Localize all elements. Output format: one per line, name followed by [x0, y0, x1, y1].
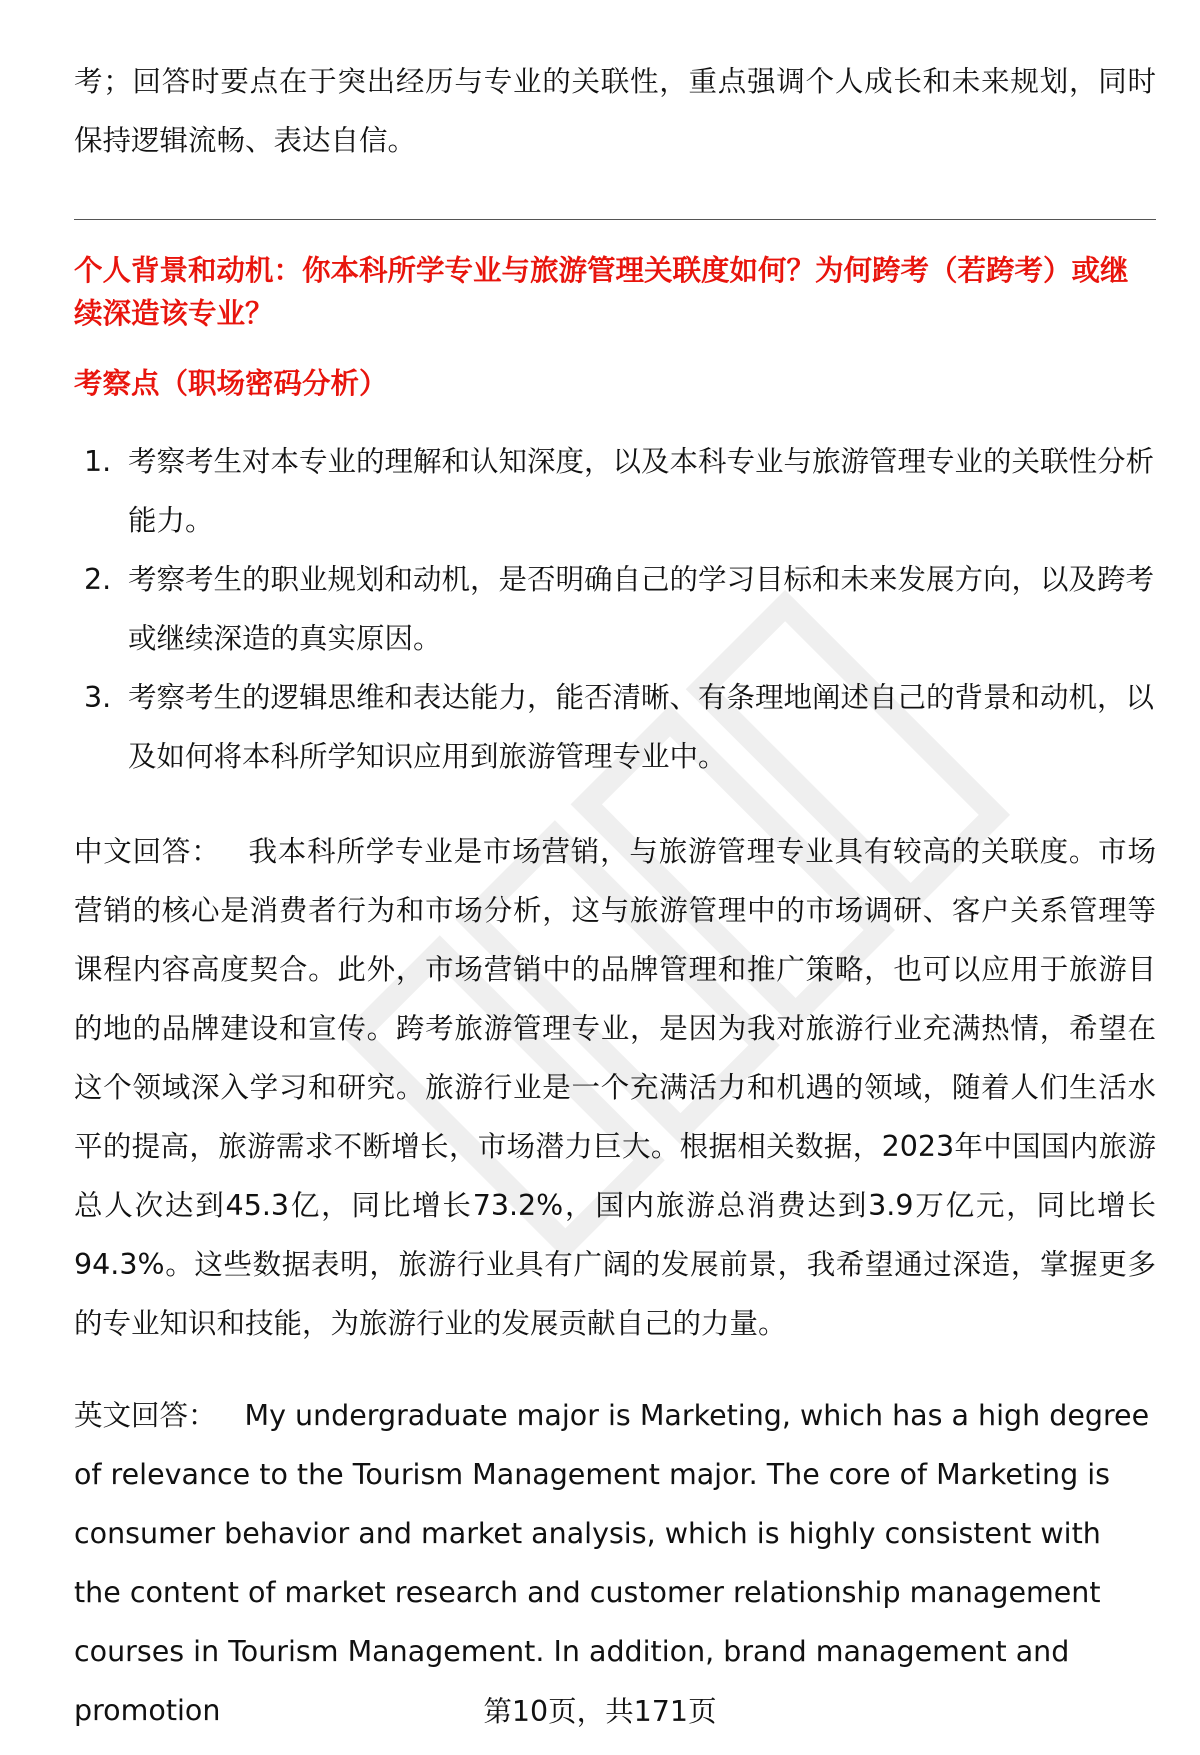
focus-point-item: [74, 432, 1156, 550]
focus-heading: 考察点（职场密码分析）: [74, 367, 388, 400]
page-footer: 第10页，共171页: [483, 1695, 717, 1728]
section-divider: [74, 219, 1156, 220]
focus-point-number: 1.: [84, 445, 112, 478]
focus-point-text: 考察考生的逻辑思维和表达能力，能否清晰、有条理地阐述自己的背景和动机，以及如何将本科所学知识应用到旅游管理专业中。: [128, 681, 1155, 773]
intro-continuation-paragraph: 考；回答时要点在于突出经历与专业的关联性，重点强调个人成长和未来规划，同时保持逻辑流畅、表达自信。: [74, 65, 1156, 157]
focus-point-text: 考察考生对本专业的理解和认知深度，以及本科专业与旅游管理专业的关联性分析能力。: [128, 445, 1155, 537]
chinese-answer-label: 中文回答：: [74, 835, 221, 868]
focus-point-number: 3.: [84, 681, 112, 714]
english-answer-label: 英文回答：: [74, 1399, 217, 1432]
focus-points-list: [74, 432, 1156, 786]
focus-point-item: [74, 668, 1156, 786]
question-heading: 个人背景和动机：你本科所学专业与旅游管理关联度如何？为何跨考（若跨考）或继续深造该专业？: [74, 254, 1129, 330]
focus-point-number: 2.: [84, 563, 112, 596]
english-answer-paragraph: [74, 1386, 1156, 1740]
chinese-answer-text: 我本科所学专业是市场营销，与旅游管理专业具有较高的关联度。市场营销的核心是消费者行为和市场分析，这与旅游管理中的市场调研、客户关系管理等课程内容高度契合。此外，市场营销中的品牌管理和推广策略，也可以应用于旅游目的地的品牌建设和宣传。跨考旅游管理专业，是因为我对旅游行业充满热情，希望在这个领域深入学习和研究。旅游行业是一个充满活力和机遇的领域，随着人们生活水平的提高，旅游需求不断增长，市场潜力巨大。根据相关数据，2023年中国国内旅游总人次达到45.3亿，同比增长73.2%，国内旅游总消费达到3.9万亿元，同比增长94.3%。这些数据表明，旅游行业具有广阔的发展前景，我希望通过深造，掌握更多的专业知识和技能，为旅游行业的发展贡献自己的力量。: [74, 835, 1156, 1340]
focus-point-item: [74, 550, 1156, 668]
chinese-answer-paragraph: [74, 822, 1156, 1353]
focus-point-text: 考察考生的职业规划和动机，是否明确自己的学习目标和未来发展方向，以及跨考或继续深造的真实原因。: [128, 563, 1155, 655]
english-answer-text: My undergraduate major is Marketing, which has a high degree of relevance to the Tourism Management major. The core of Marketing is consumer behavior and market analysis, which is highly consistent with the content of market research and customer relationship management courses in Tourism Management. In addition, brand management and promotion: [74, 1399, 1150, 1727]
